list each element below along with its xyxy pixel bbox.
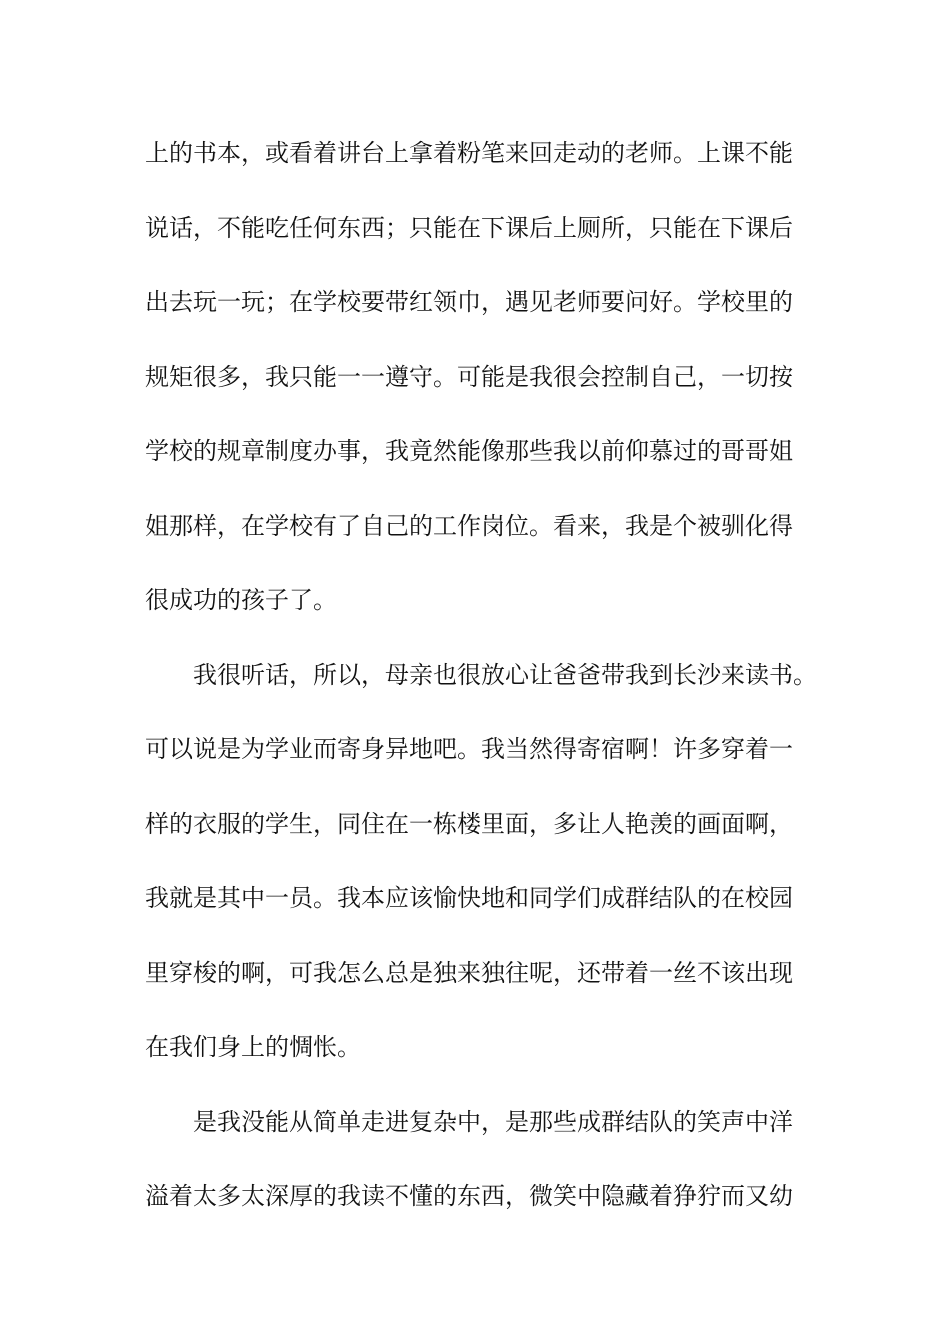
body-text <box>145 128 815 1246</box>
text-line: 里穿梭的啊，可我怎么总是独来独往呢，还带着一丝不该出现 <box>145 958 793 987</box>
text-line: 可以说是为学业而寄身异地吧。我当然得寄宿啊！许多穿着一 <box>145 735 793 763</box>
text-line: 学校的规章制度办事，我竟然能像那些我以前仰慕过的哥哥姐 <box>145 437 793 465</box>
text-line: 我就是其中一员。我本应该愉快地和同学们成群结队的在校园 <box>145 884 793 912</box>
text-line: 说话，不能吃任何东西；只能在下课后上厕所，只能在下课后 <box>145 213 793 242</box>
paragraph-first-line: 我很听话，所以，母亲也很放心让爸爸带我到长沙来读书。 <box>193 660 817 689</box>
text-line: 溢着太多太深厚的我读不懂的东西，微笑中隐藏着狰狞而又幼 <box>145 1182 793 1210</box>
text-line: 规矩很多，我只能一一遵守。可能是我很会控制自己，一切按 <box>145 362 793 391</box>
text-line: 出去玩一玩；在学校要带红领巾，遇见老师要问好。学校里的 <box>145 288 793 316</box>
text-line: 上的书本，或看着讲台上拿着粉笔来回走动的老师。上课不能 <box>145 139 793 167</box>
paragraph-first-line: 是我没能从简单走进复杂中，是那些成群结队的笑声中洋 <box>193 1107 793 1136</box>
text-line: 姐那样，在学校有了自己的工作岗位。看来，我是个被驯化得 <box>145 511 793 540</box>
text-line: 样的衣服的学生，同住在一栋楼里面，多让人艳羡的画面啊， <box>145 809 793 838</box>
text-line: 很成功的孩子了。 <box>145 586 337 614</box>
text-line: 在我们身上的惆怅。 <box>145 1033 361 1061</box>
